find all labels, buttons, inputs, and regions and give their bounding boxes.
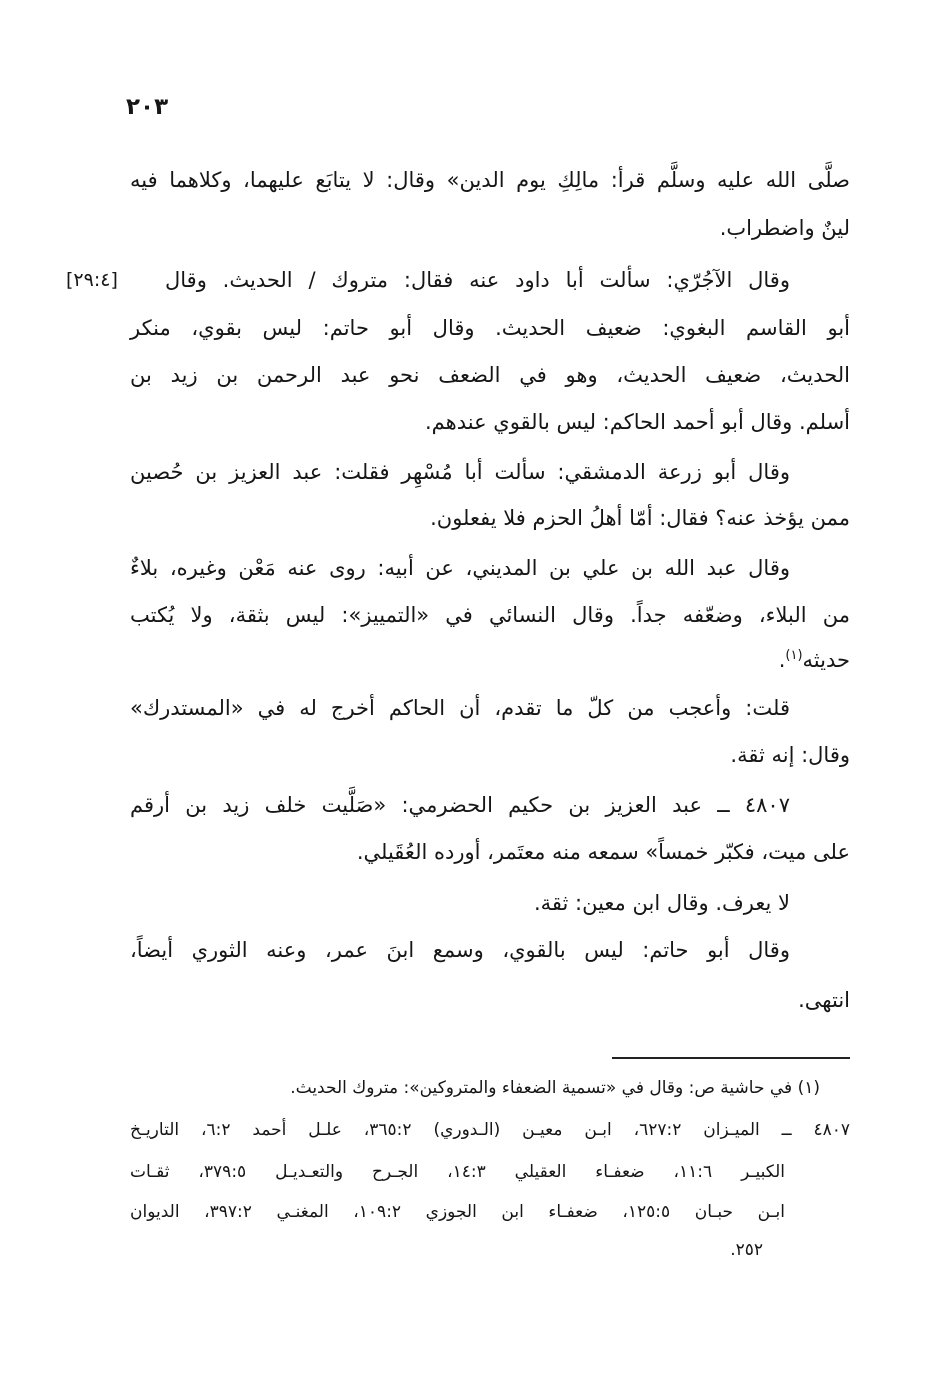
text-line: انتهى. — [798, 988, 850, 1012]
text-line: وقال أبو حاتم: ليس بالقوي، وسمع ابنَ عمر، وعنه الثوري أيضاً، — [130, 938, 790, 962]
page-number: ٢٠٣ — [126, 94, 169, 120]
text-line: من البلاء، وضعّفه جداً. وقال النسائي في «التمييز»: ليس بثقة، ولا يُكتب — [130, 603, 850, 627]
text-line: أسلم. وقال أبو أحمد الحاكم: ليس بالقوي عندهم. — [424, 410, 850, 434]
line-text: حديثه — [802, 648, 850, 672]
source-line: ابـن حبـان ١٢٥:٥، ضعفـاء ابن الجوزي ١٠٩:٢، المغنـي ٣٩٧:٢، الديوان — [130, 1202, 786, 1222]
text-line: وقال عبد الله بن علي بن المديني، عن أبيه: روى عنه مَعْن وغيره، بلاءٌ — [130, 556, 790, 580]
footnote-ref: (١) — [785, 648, 803, 663]
text-line: قلت: وأعجب من كلّ ما تقدم، أن الحاكم أخرج له في «المستدرك» — [130, 696, 790, 720]
text-line: وقال أبو زرعة الدمشقي: سألت أبا مُسْهِر فقلت: عبد العزيز بن حُصين — [130, 460, 790, 484]
text-line: وقال: إنه ثقة. — [730, 743, 850, 767]
footnote: (١) في حاشية ص: وقال في «تسمية الضعفاء والمتروكين»: متروك الحديث. — [290, 1078, 820, 1098]
text-line: صلَّى الله عليه وسلَّم قرأ: مالِكِ يوم الدين» وقال: لا يتابَع عليهما، وكلاهما فيه — [130, 168, 850, 192]
text-line: الحديث، ضعيف الحديث، وهو في الضعف نحو عبد الرحمن بن زيد بن — [130, 363, 850, 387]
source-line: ٢٥٢. — [730, 1240, 763, 1260]
text-line: لينٌ واضطراب. — [719, 216, 850, 240]
entry-heading-line: ٤٨٠٧ ــ عبد العزيز بن حكيم الحضرمي: «صَلَّيت خلف زيد بن أرقم — [130, 793, 790, 817]
margin-reference: [٢٩:٤] — [66, 269, 118, 291]
text-line: ممن يؤخذ عنه؟ فقال: أمّا أهلُ الحزم فلا يفعلون. — [430, 506, 850, 530]
line-end: . — [778, 648, 786, 672]
source-line: ٤٨٠٧ ــ الميـزان ٦٢٧:٢، ابـن معيـن (الـدوري) ٣٦٥:٢، علـل أحمد ٦:٢، التاريـخ — [130, 1120, 851, 1140]
text-line: أبو القاسم البغوي: ضعيف الحديث. وقال أبو حاتم: ليس بقوي، منكر — [130, 316, 850, 340]
text-line: لا يعرف. وقال ابن معين: ثقة. — [533, 891, 790, 915]
text-line: وقال الآجُرّي: سألت أبا داود عنه فقال: متروك / الحديث. وقال — [165, 268, 790, 292]
footnote-separator — [612, 1057, 850, 1059]
text-line: على ميت، فكبّر خمساً» سمعه منه معتَمر، أورده العُقَيلي. — [356, 840, 850, 864]
text-line — [130, 638, 850, 682]
source-line: الكبيـر ١١:٦، ضعفـاء العقيلي ١٤:٣، الجـرح والتعـديـل ٣٧٩:٥، ثقـات — [130, 1162, 785, 1182]
